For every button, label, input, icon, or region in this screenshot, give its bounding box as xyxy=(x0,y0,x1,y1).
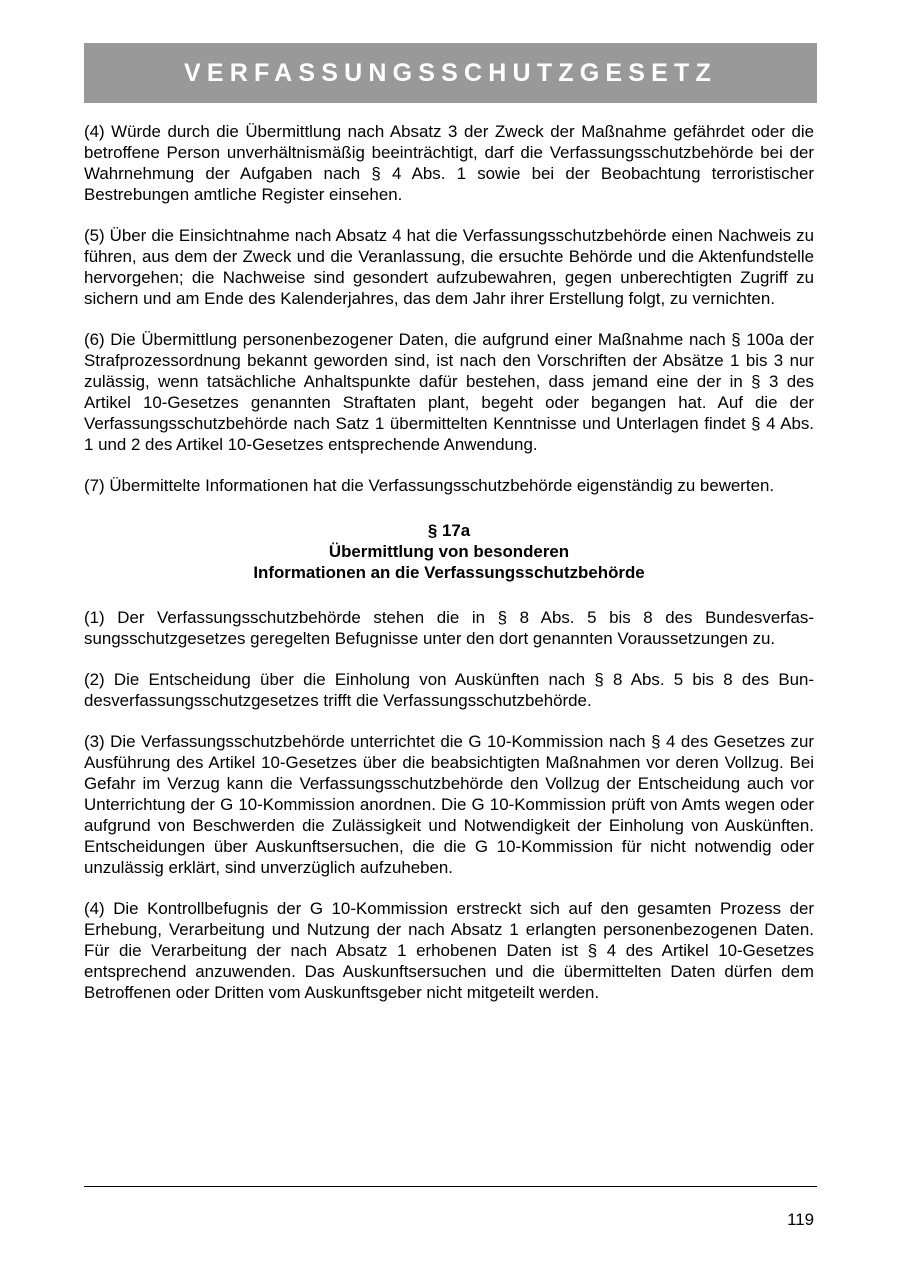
page-number: 119 xyxy=(787,1210,814,1229)
section-title-line-1: Übermittlung von besonderen xyxy=(328,542,570,561)
paragraph-16-6: (6) Die Übermittlung personenbezogener Daten, die aufgrund einer Maßnahme nach § 100a der Strafprozessordnung bekannt geworden sind, ist nach den Vorschriften der Absätze 1 bis 3 nur zulässig, wenn tatsächliche Anhaltspunkte dafür bestehen, dass jemand eine der in § 3 des Artikel 10-Gesetzes genannten Straftaten plant, begeht oder begangen hat. Auf die der Verfassungsschutzbehörde nach Satz 1 übermittelten Kenntnisse und Unterlagen findet § 4 Abs. 1 und 2 des Artikel 10-Gesetzes entsprechende Anwendung. xyxy=(84,330,814,454)
header-banner xyxy=(84,43,817,103)
paragraph-16-5: (5) Über die Einsichtnahme nach Absatz 4 hat die Verfassungsschutzbehörde einen Nachweis zu führen, aus dem der Zweck und die Veranlassung, die ersuchte Behörde und die Aktenfundstelle hervorgehen; die Nachweise sind gesondert aufzubewahren, gegen unberechtigten Zugriff zu sichern und am Ende des Kalenderjahres, das dem Jahr ihrer Erstellung folgt, zu vernichten. xyxy=(84,226,814,308)
paragraph-16-7: (7) Übermittelte Informationen hat die Verfassungsschutzbehörde eigenständig zu bewerten. xyxy=(84,476,775,495)
page-header-title: VERFASSUNGSSCHUTZGESETZ xyxy=(184,58,717,87)
section-title-line-2: Informationen an die Verfassungsschutzbehörde xyxy=(253,563,645,582)
paragraph-16-4: (4) Würde durch die Übermittlung nach Absatz 3 der Zweck der Maßnahme gefährdet oder die betroffene Person unverhältnismäßig beeinträchtigt, darf die Verfassungsschutzbehörde bei der Wahrnehmung der Aufgaben nach § 4 Abs. 1 sowie bei der Beobachtung terroristischer Bestrebungen amtliche Register einsehen. xyxy=(84,122,814,204)
section-number: § 17a xyxy=(427,521,471,540)
paragraph-17a-2: (2) Die Entscheidung über die Einholung von Auskünften nach § 8 Abs. 5 bis 8 des Bundesverfassungsschutzgesetzes trifft die Verfassungsschutzbehörde. xyxy=(84,670,814,710)
paragraph-17a-1: (1) Der Verfassungsschutzbehörde stehen die in § 8 Abs. 5 bis 8 des Bundesverfassungsschutzgesetzes geregelten Befugnisse unter den dort genannten Voraussetzungen zu. xyxy=(84,608,814,648)
section-heading xyxy=(84,520,814,583)
document-body xyxy=(84,121,814,1023)
paragraph-17a-3: (3) Die Verfassungsschutzbehörde unterrichtet die G 10-Kommission nach § 4 des Gesetzes zur Ausführung des Artikel 10-Gesetzes über die beabsichtigten Maßnahmen vor deren Vollzug. Bei Gefahr im Verzug kann die Verfassungsschutzbehörde den Vollzug der Entscheidung auch vor Unterrichtung der G 10-Kommission anordnen. Die G 10-Kommission prüft von Amts wegen oder aufgrund von Beschwerden die Zulässigkeit und Notwendigkeit der Einholung von Auskünften. Entscheidungen über Auskunftsersuchen, die die G 10-Kommission für nicht notwendig oder unzulässig erklärt, sind unverzüglich aufzuheben. xyxy=(84,732,814,877)
paragraph-17a-4: (4) Die Kontrollbefugnis der G 10-Kommission erstreckt sich auf den gesamten Prozess der Erhebung, Verarbeitung und Nutzung der nach Absatz 1 erlangten personenbezogenen Daten. Für die Verarbeitung der nach Absatz 1 erhobenen Daten ist § 4 des Artikel 10-Gesetzes entsprechend anzuwenden. Das Auskunftsersuchen und die übermittelten Daten dürfen dem Betroffenen oder Dritten vom Auskunftsgeber nicht mitgeteilt werden. xyxy=(84,899,814,1002)
footer-divider xyxy=(84,1186,817,1187)
